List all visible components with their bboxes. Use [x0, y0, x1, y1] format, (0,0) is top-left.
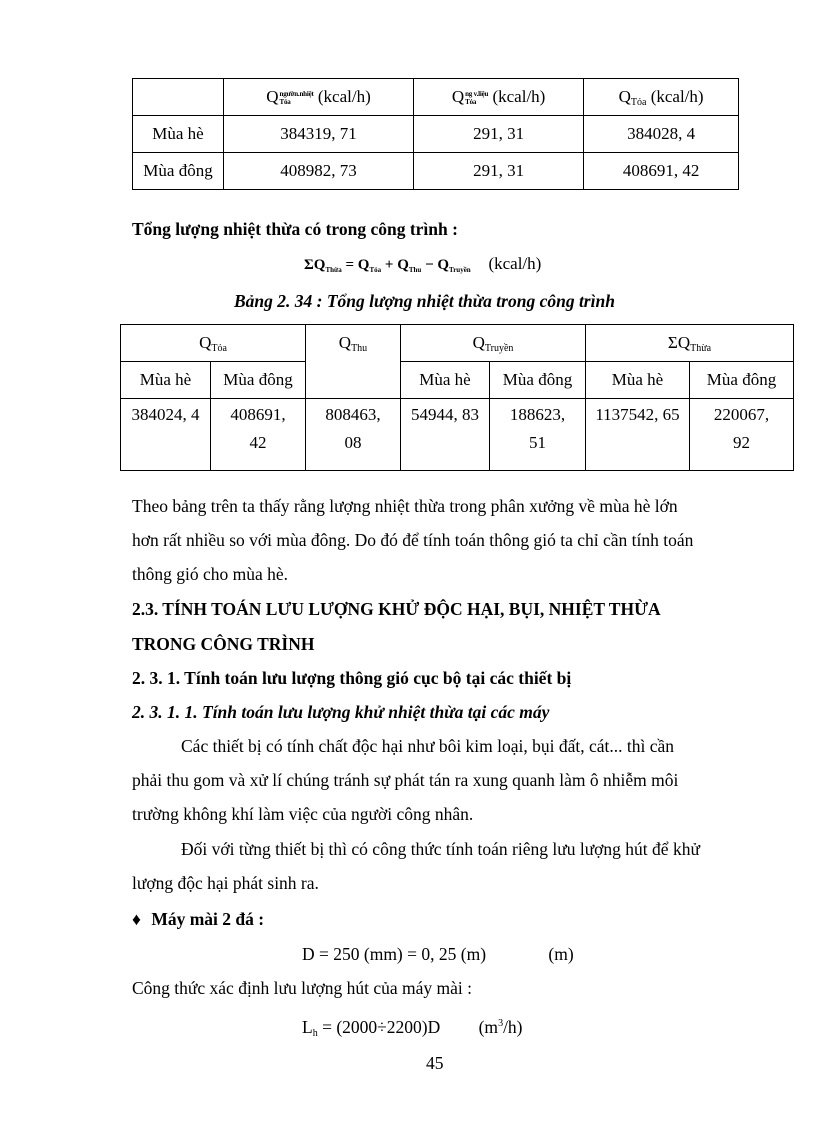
- table-cell: 188623, 51: [490, 399, 586, 471]
- table-cell: 291, 31: [413, 116, 583, 153]
- total-heat-table: [120, 324, 794, 471]
- table-cell: 291, 31: [413, 153, 583, 190]
- header-q-nguon-nhiet: Q ngườn.nhiệt Tỏa (kcal/h): [224, 79, 414, 116]
- paragraph-line: thông gió cho mùa hè.: [132, 564, 289, 584]
- season-winter: Mùa đông: [490, 362, 586, 399]
- header-q-toa: $Q_{Tỏa}$ (kcal/h): [584, 79, 739, 116]
- diamond-bullet-icon: ♦: [132, 909, 141, 929]
- table-cell: 220067, 92: [690, 399, 794, 471]
- suction-flow-formula: $L_h = (2000\div 2200)D$ $(m^3/h)$: [302, 1016, 523, 1039]
- section-heading-2-3-1: 2. 3. 1. Tính toán lưu lượng thông gió cục bộ tại các thiết bị: [132, 668, 572, 688]
- table-header-row: [121, 325, 794, 362]
- paragraph-line: lượng độc hại phát sinh ra.: [132, 873, 319, 893]
- header-q-truyen: $Q_{Truyền}$: [401, 325, 586, 362]
- table-cell: 408691, 42: [211, 399, 306, 471]
- section-heading-2-3: 2.3. TÍNH TOÁN LƯU LƯỢNG KHỬ ĐỘC HẠI, BỤI, NHIỆT THỪA: [132, 599, 661, 619]
- season-winter: Mùa đông: [690, 362, 794, 399]
- table-cell: 384028, 4: [584, 116, 739, 153]
- season-winter: Mùa đông: [211, 362, 306, 399]
- season-summer: Mùa hè: [401, 362, 490, 399]
- header-q-thu: $Q_{Thu}$: [306, 325, 401, 399]
- table-header-row: [133, 79, 739, 116]
- table-cell: 808463, 08: [306, 399, 401, 471]
- table-row: [133, 116, 739, 153]
- table-subheader-row: [121, 362, 794, 399]
- table-cell: 384319, 71: [224, 116, 414, 153]
- excess-heat-formula: $\Sigma Q_{Thừa} = Q_{Tỏa} + Q_{Thu} - Q_{Truyền}$ (kcal/h): [304, 254, 542, 274]
- heat-source-table: [132, 78, 739, 190]
- table2-caption: Bảng 2. 34 : Tổng lượng nhiệt thừa trong công trình: [234, 291, 615, 311]
- table-cell: 54944, 83: [401, 399, 490, 471]
- diameter-line: D = 250 (mm) = 0, 25 (m) (m): [302, 944, 574, 964]
- heading-total-heat: Tổng lượng nhiệt thừa có trong công trình :: [132, 219, 458, 239]
- page-number: 45: [426, 1053, 444, 1073]
- section-heading-2-3-cont: TRONG CÔNG TRÌNH: [132, 634, 315, 654]
- table-row: [121, 399, 794, 471]
- paragraph-line: Đối với từng thiết bị thì có công thức tính toán riêng lưu lượng hút để khử: [181, 839, 700, 859]
- table-row: [133, 153, 739, 190]
- paragraph-line: hơn rất nhiều so với mùa đông. Do đó để tính toán thông gió ta chỉ cần tính toán: [132, 530, 694, 550]
- table-cell: 408982, 73: [224, 153, 414, 190]
- bullet-item: ♦ Máy mài 2 đá :: [132, 909, 265, 929]
- table-cell: 1137542, 65: [586, 399, 690, 471]
- paragraph-line: Các thiết bị có tính chất độc hại như bôi kim loại, bụi đất, cát... thì cần: [181, 736, 675, 756]
- header-q-toa: $Q_{Tỏa}$: [121, 325, 306, 362]
- section-heading-2-3-1-1: 2. 3. 1. 1. Tính toán lưu lượng khử nhiệt thừa tại các máy: [132, 702, 550, 722]
- header-sum-q-thua: $\Sigma Q_{Thừa}$: [586, 325, 794, 362]
- empty-corner-cell: [133, 79, 224, 116]
- paragraph-line: trường không khí làm việc của người công nhân.: [132, 804, 474, 824]
- table-cell: 384024, 4: [121, 399, 211, 471]
- paragraph-line: Theo bảng trên ta thấy rằng lượng nhiệt thừa trong phân xưởng về mùa hè lớn: [132, 496, 678, 516]
- row-label: Mùa hè: [133, 116, 224, 153]
- table-cell: 408691, 42: [584, 153, 739, 190]
- formula-intro: Công thức xác định lưu lượng hút của máy mài :: [132, 978, 473, 998]
- header-q-vat-lieu: Q ng v.liệu Tỏa (kcal/h): [413, 79, 583, 116]
- paragraph-line: phải thu gom và xử lí chúng tránh sự phát tán ra xung quanh làm ô nhiễm môi: [132, 770, 679, 790]
- season-summer: Mùa hè: [586, 362, 690, 399]
- row-label: Mùa đông: [133, 153, 224, 190]
- season-summer: Mùa hè: [121, 362, 211, 399]
